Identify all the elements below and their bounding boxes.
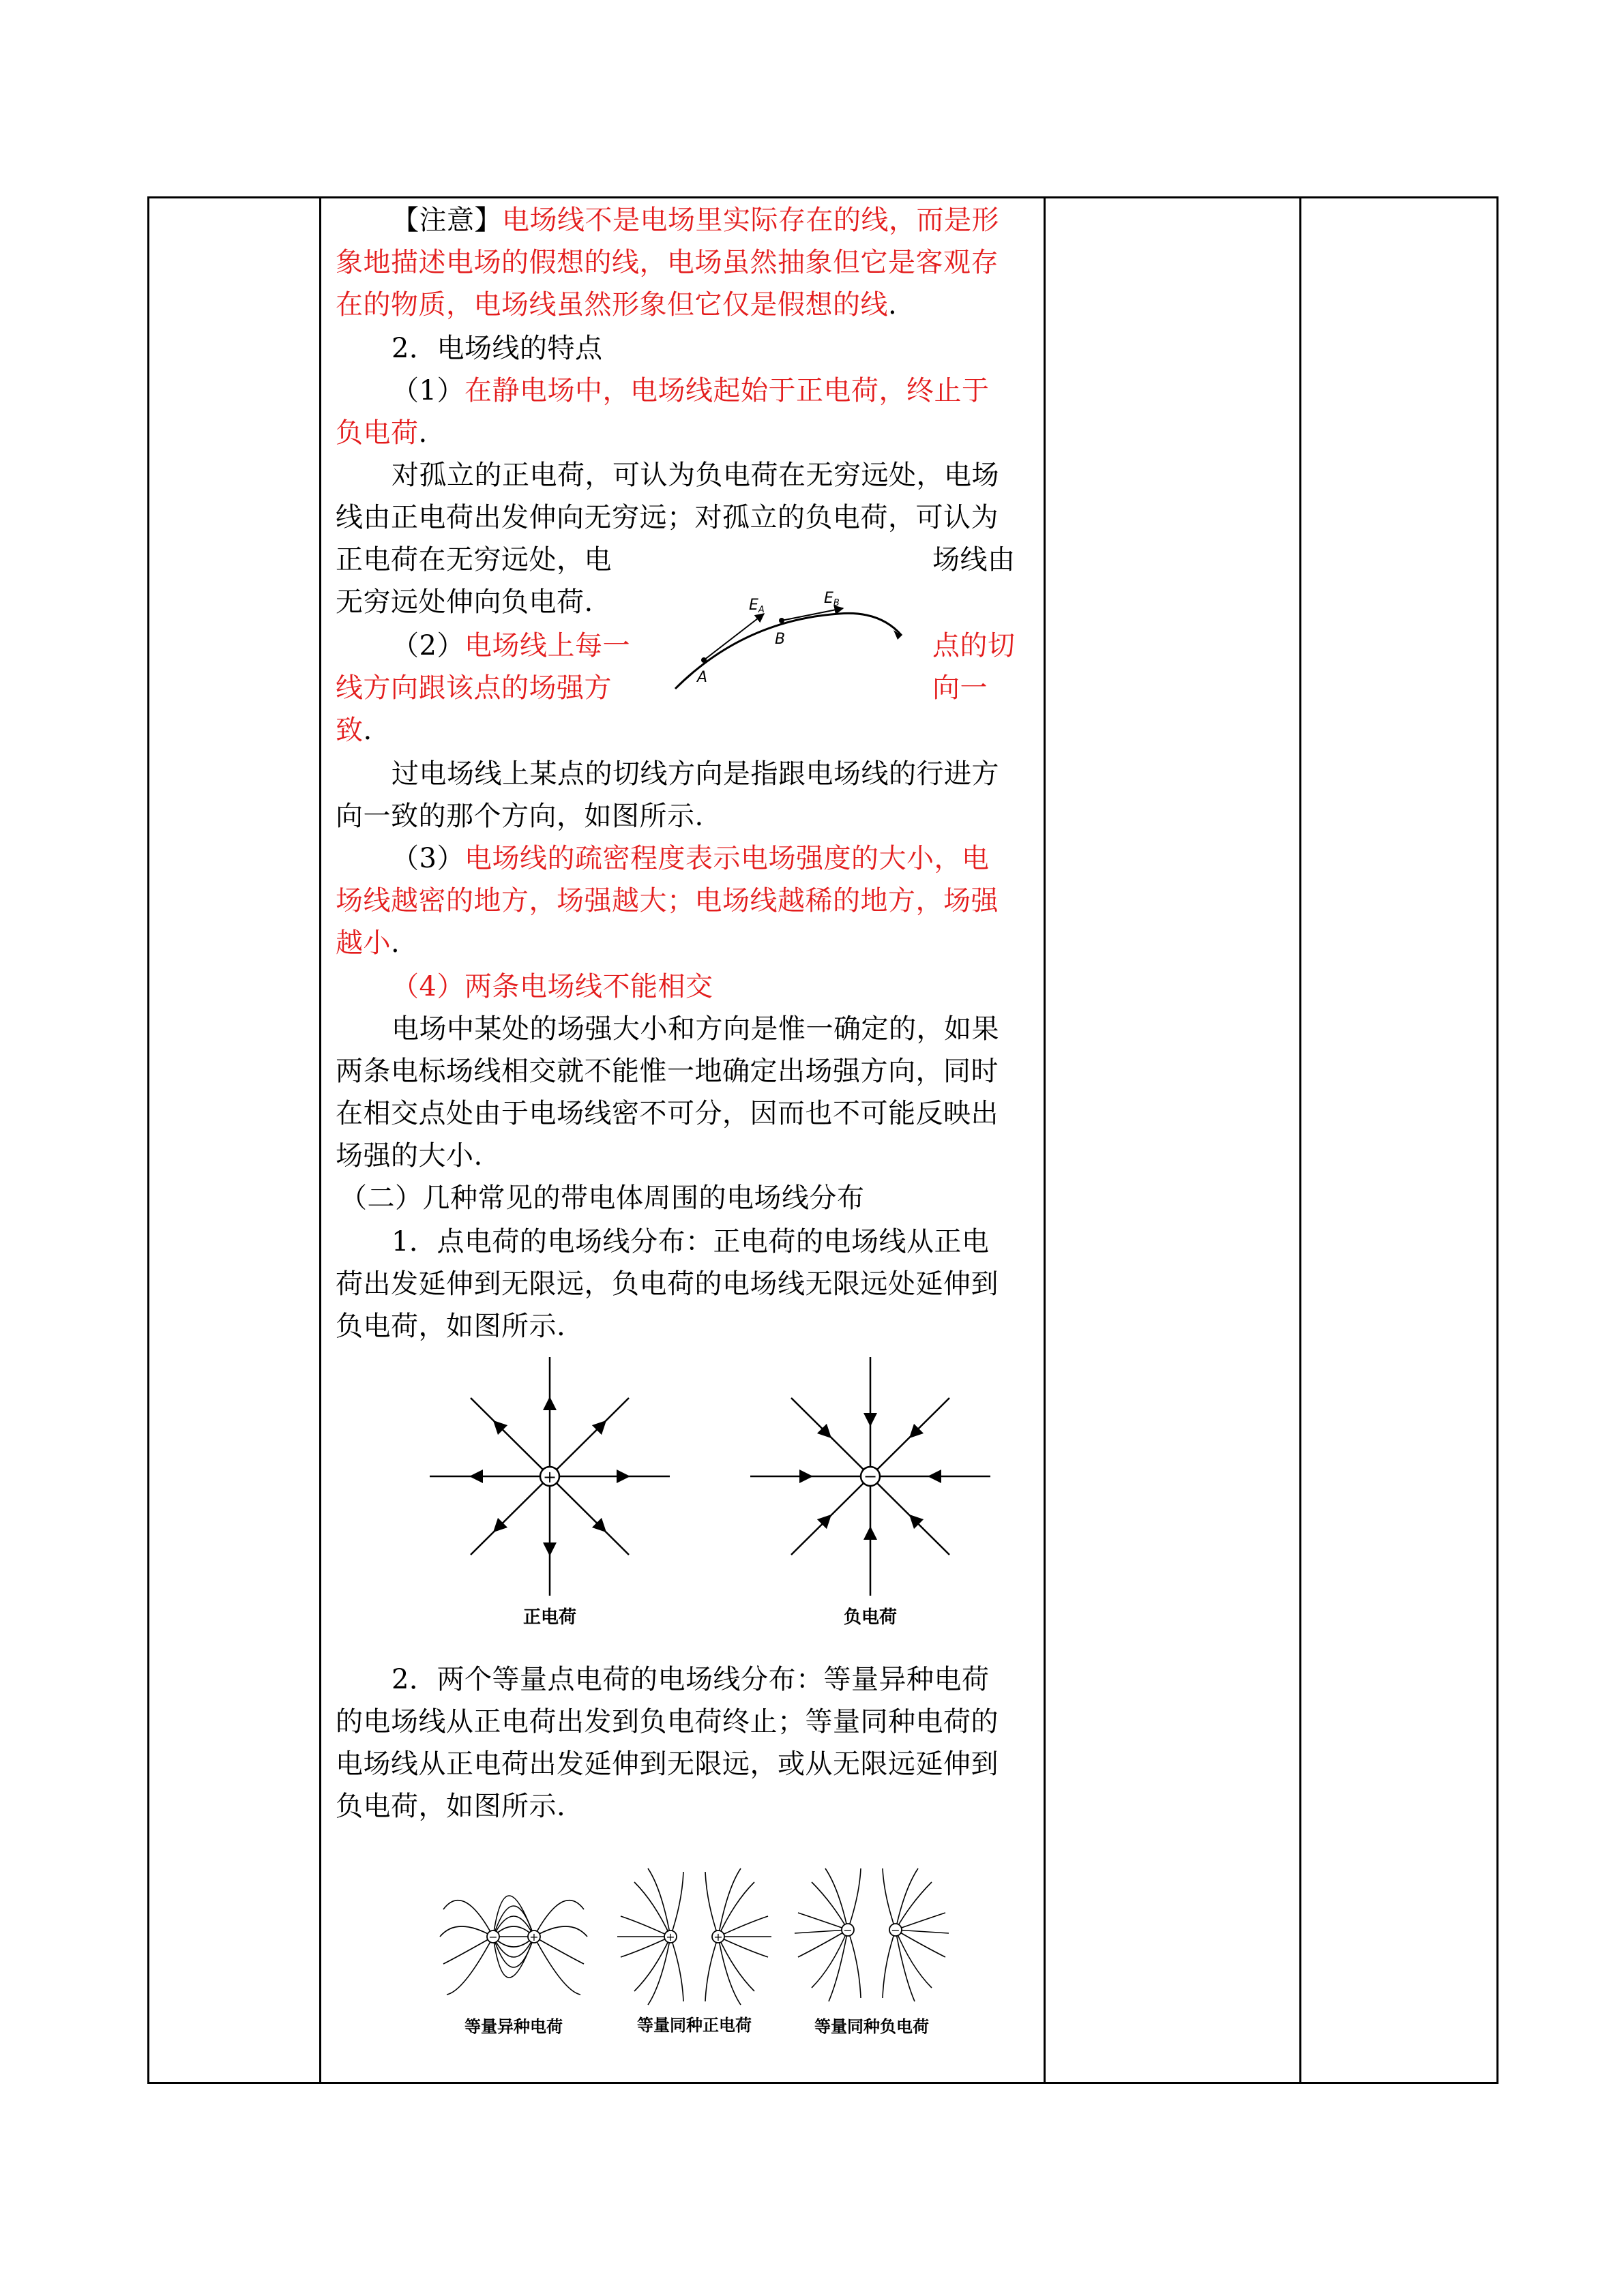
arrow-up-left <box>825 1432 827 1433</box>
field-line <box>896 1930 949 1933</box>
field-line <box>829 1930 848 2001</box>
text-line: 正电荷在无穷远处，电 <box>336 544 612 576</box>
positive-charge-symbol: + <box>542 1467 557 1487</box>
text-line: 电场中某处的场强大小和方向是惟一确定的，如果 <box>392 1013 999 1045</box>
field-line <box>798 1930 848 1957</box>
text-line: 线由正电荷出发伸向无穷远；对孤立的负电荷，可认为 <box>336 502 999 533</box>
text-line: 荷出发延伸到无限远，负电荷的电场线无限远处延伸到 <box>336 1268 999 1300</box>
field-line <box>718 1937 768 1957</box>
field-line <box>883 1868 896 1930</box>
opposite-charges-diagram <box>440 1896 587 1995</box>
text-line: 向一致的那个方向，如图所示. <box>336 801 704 832</box>
field-line-down-right <box>877 1483 949 1555</box>
field-line <box>896 1882 932 1930</box>
label-ea: EA <box>749 597 765 615</box>
positive-charge-caption: 正电荷 <box>522 1607 577 1628</box>
arrow-down-left <box>825 1519 827 1521</box>
table-top-border <box>147 196 1498 198</box>
field-line-down-left <box>471 1481 545 1555</box>
negative-pair-diagram <box>795 1868 949 2001</box>
text-line: 象地描述电场的假想的线，电场虽然抽象但它是客观存 <box>336 247 999 278</box>
field-line-curve <box>675 613 902 689</box>
text-line: 越小. <box>336 927 400 959</box>
text-line: 致. <box>336 715 372 746</box>
arrow-up-right <box>914 1432 915 1433</box>
text-line: 过电场线上某点的切线方向是指跟电场线的行进方 <box>392 758 999 790</box>
field-line <box>705 1937 718 2001</box>
charge-symbol: − <box>891 1924 900 1937</box>
text-line: 在的物质，电场线虽然形象但它仅是假想的线. <box>336 289 898 320</box>
charge-symbol: + <box>713 1930 723 1943</box>
table-col-border-4 <box>1299 196 1301 2084</box>
label-point-a: A <box>697 669 708 686</box>
arrow-down-right <box>914 1519 915 1521</box>
field-line <box>896 1930 945 1957</box>
negative-charge-caption: 负电荷 <box>843 1607 898 1628</box>
field-line <box>534 1900 584 1937</box>
table-bottom-border <box>147 2082 1498 2084</box>
text-line: 的电场线从正电荷出发到负电荷终止；等量同种电荷的 <box>336 1706 999 1738</box>
text-line: 场线由 <box>932 544 1016 576</box>
tangent-vector-a <box>704 614 764 660</box>
field-line <box>447 1937 493 1995</box>
table-col-border-3 <box>1044 196 1046 2084</box>
field-line <box>812 1930 848 1988</box>
field-line <box>670 1872 683 1937</box>
field-line-tangent-figure <box>662 573 914 696</box>
text-line: 在相交点处由于电场线密不可分，因而也不可能反映出 <box>336 1098 999 1129</box>
field-line-up-right <box>877 1398 949 1470</box>
field-line <box>896 1868 918 1930</box>
field-line-up-right <box>555 1398 629 1472</box>
charge-symbol: + <box>529 1930 539 1943</box>
label-point-b: B <box>775 631 786 648</box>
charge-pair-field-figure <box>437 1862 982 2039</box>
arrow-up-right <box>600 1425 602 1427</box>
field-line <box>883 1930 896 1998</box>
negative-charge-symbol: − <box>863 1467 878 1486</box>
text-line: 1．点电荷的电场线分布：正电荷的电场线从正电 <box>392 1226 990 1257</box>
text-line: 2．两个等量点电荷的电场线分布：等量异种电荷 <box>392 1664 990 1695</box>
text-line: 场线越密的地方，场强越大；电场线越稀的地方，场强 <box>336 885 999 916</box>
charge-symbol: − <box>488 1930 498 1943</box>
text-line: 负电荷. <box>336 417 428 449</box>
field-line <box>896 1930 932 1988</box>
field-line <box>670 1937 683 2001</box>
text-line: （4）两条电场线不能相交 <box>392 971 713 1002</box>
opposite-charges-caption: 等量异种电荷 <box>464 2017 563 2036</box>
field-line <box>896 1913 945 1930</box>
text-line: 向一 <box>932 672 988 704</box>
field-line <box>705 1872 718 1937</box>
point-charge-field-figure <box>423 1350 1023 1637</box>
field-line <box>798 1913 848 1930</box>
field-line <box>795 1930 848 1933</box>
section-heading: （二）几种常见的带电体周围的电场线分布 <box>340 1182 865 1214</box>
field-line <box>848 1930 861 1998</box>
field-line <box>534 1926 587 1937</box>
field-line <box>718 1916 768 1937</box>
text-line: 负电荷，如图所示. <box>336 1311 566 1342</box>
field-line <box>440 1926 493 1937</box>
text-line: （3）电场线的疏密程度表示电场强度的大小，电 <box>392 843 990 874</box>
positive-pair-diagram <box>617 1868 771 2005</box>
field-line <box>534 1937 580 1995</box>
label-eb: EB <box>824 590 840 608</box>
field-line <box>621 1916 670 1937</box>
text-line: （1）在静电场中，电场线起始于正电荷，终止于 <box>392 375 990 406</box>
text-line: 线方向跟该点的场强方 <box>336 672 612 704</box>
table-col-border-5 <box>1496 196 1498 2084</box>
negative-pair-caption: 等量同种负电荷 <box>814 2017 929 2036</box>
text-line: 【注意】电场线不是电场里实际存在的线，而是形 <box>392 205 999 236</box>
text-line: 点的切 <box>932 630 1016 661</box>
arrow-up-left <box>498 1425 499 1427</box>
charge-symbol: − <box>843 1924 853 1937</box>
field-line <box>621 1937 670 1957</box>
text-line: 两条电标场线相交就不能惟一地确定出场强方向，同时 <box>336 1056 999 1087</box>
field-line-down-right <box>555 1481 629 1555</box>
text-line: 2．电场线的特点 <box>392 333 603 364</box>
table-col-border-1 <box>147 196 149 2084</box>
arrow-down-left <box>498 1526 499 1527</box>
field-line <box>812 1882 848 1930</box>
text-line: 电场线从正电荷出发延伸到无限远，或从无限远延伸到 <box>336 1748 999 1780</box>
field-line <box>848 1868 861 1930</box>
text-line: （2）电场线上每一 <box>392 630 630 661</box>
field-line <box>825 1868 848 1930</box>
text-line: 无穷远处伸向负电荷. <box>336 586 593 618</box>
table-col-border-2 <box>319 196 321 2084</box>
text-line: 负电荷，如图所示. <box>336 1791 566 1822</box>
charge-symbol: + <box>666 1930 675 1943</box>
positive-pair-caption: 等量同种正电荷 <box>637 2016 752 2035</box>
arrow-down-right <box>600 1526 602 1527</box>
field-line-up-left <box>791 1398 863 1470</box>
text-line: 场强的大小. <box>336 1140 483 1172</box>
field-line-up-left <box>471 1398 545 1472</box>
text-line: 对孤立的正电荷，可认为负电荷在无穷远处，电场 <box>392 460 999 491</box>
field-line <box>443 1900 493 1937</box>
field-line-down-left <box>791 1483 863 1555</box>
field-line <box>896 1930 915 2001</box>
